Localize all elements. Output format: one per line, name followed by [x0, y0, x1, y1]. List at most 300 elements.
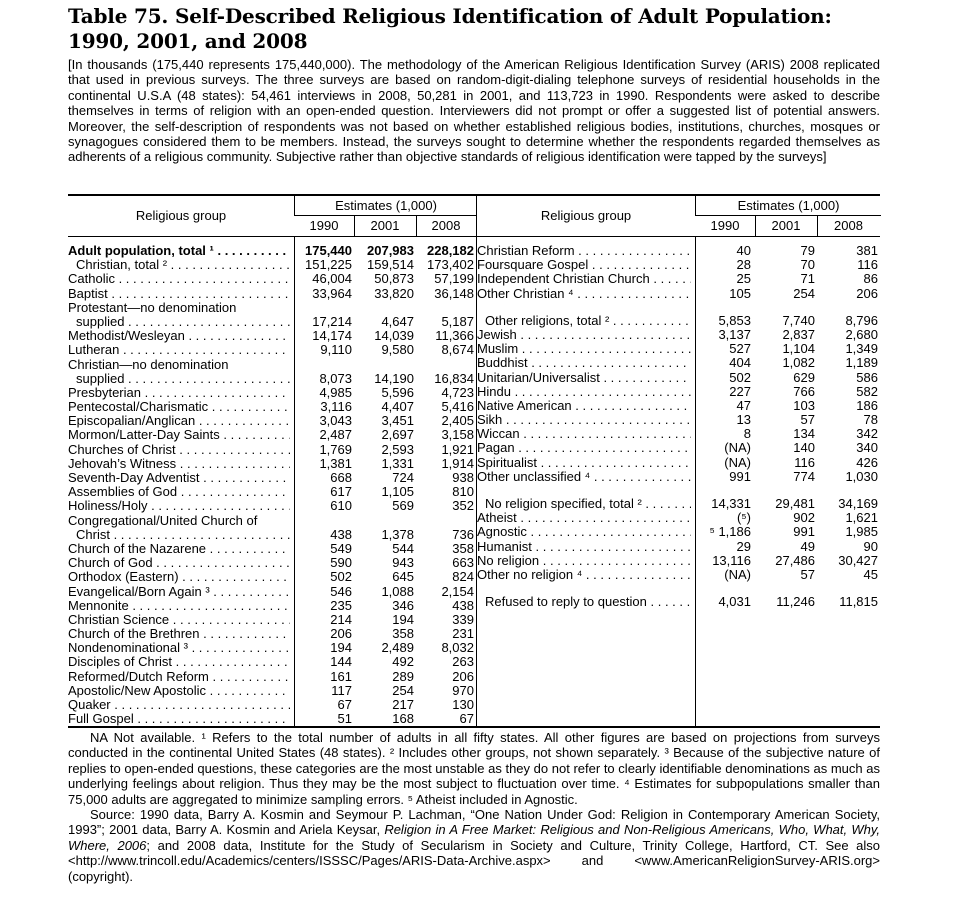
- headnote: [In thousands (175,440 represents 175,440,000). The methodology of the American Religious Identification Survey (ARIS) 2008 replicated that used in previous surveys. The three surveys are based on random-digit-dialing telephone surveys of residential households in the continental U.S.A (48 states): 54,461 interviews in 2008, 50,281 in 2001, and 113,723 in 1990. Respondents were asked to describe themselves in terms of religion with an open-ended question. Interviewers did not prompt or offer a suggested list of potential answers. Moreover, the self-description of respondents was not based on whether established religious bodies, institutions, churches, mosques or synagogues considered them to be members. Instead, the surveys sought to determine whether the respondents regarded themselves as adherents of a religious community. Subjective rather than objective standards of religious identification were tapped by the surveys]: [68, 57, 880, 165]
- row-label: Nondenominational ³ . . .: [68, 641, 290, 655]
- table-left-half: [68, 196, 477, 726]
- row-label: Assemblies of God . . .: [68, 485, 290, 499]
- cell-2008: 11,815: [839, 594, 878, 610]
- row-label: Church of the Brethren . . .: [68, 627, 290, 641]
- cell-2008: 824: [452, 569, 474, 585]
- cell-1990: 3,137: [718, 326, 751, 342]
- footnote-text: NA Not available. ¹ Refers to the total number of adults in all fifty states. All other figures are based on projections from surveys conducted in the continental United States (48 states). ² Includes other groups, not shown separately. ³ Because of the subjective nature of replies to open-ended questions, these categories are the most unstable as they do not refer to clearly identifiable denominations as much as underlying feelings about religion. Thus they may be the most subject to fluctuation over time. ⁴ Estimates for subpopulations smaller than 75,000 adults are aggregated to minimize sampling errors. ⁵ Atheist included in Agnostic.: [68, 730, 880, 807]
- cell-1990: 404: [729, 355, 751, 371]
- cell-2008: 663: [452, 555, 474, 571]
- cell-1990: 668: [330, 470, 352, 485]
- cell-2008: 339: [452, 611, 474, 627]
- cell-2001: 116: [794, 454, 815, 470]
- row-label: Christ . . .: [76, 528, 290, 542]
- cell-2008: 586: [856, 369, 878, 385]
- cell-2008: 1,349: [845, 341, 878, 357]
- cell-2008: 970: [452, 682, 474, 698]
- row-label: Evangelical/Born Again ³ . . .: [68, 585, 290, 599]
- row-label: Hindu . . .: [477, 385, 691, 399]
- cell-2001: 724: [392, 470, 414, 485]
- table-row: [477, 328, 880, 342]
- cell-2001: 2,697: [381, 427, 414, 443]
- table-row: [68, 570, 476, 584]
- religious-group-header: Religious group: [540, 208, 632, 223]
- row-label: Sikh . . .: [477, 413, 691, 427]
- cell-2001: 2,593: [381, 441, 414, 457]
- cell-2001: 1,082: [782, 355, 815, 371]
- cell-2001: 5,596: [381, 384, 414, 400]
- table-row: [68, 499, 476, 513]
- cell-2001: 3,451: [381, 413, 414, 429]
- row-label: Baptist . . .: [68, 287, 290, 301]
- row-label: Foursquare Gospel . . .: [477, 258, 691, 272]
- cell-1990: 4,985: [319, 384, 352, 400]
- cell-1990: 590: [330, 555, 352, 571]
- cell-2008: 206: [452, 668, 474, 684]
- cell-2008: 1,985: [845, 524, 878, 540]
- cell-1990: 546: [330, 583, 352, 599]
- cell-2008: 2,405: [441, 413, 474, 429]
- cell-2001: 629: [793, 369, 815, 385]
- cell-1990: 527: [729, 341, 751, 357]
- row-label: Protestant—no denomination: [68, 300, 237, 315]
- cell-2001: 29,481: [775, 496, 815, 511]
- table-row: [477, 385, 880, 399]
- table-row: [68, 599, 476, 613]
- cell-2008: 340: [856, 440, 878, 456]
- cell-2008: 1,914: [441, 455, 474, 471]
- table-row: [68, 343, 476, 357]
- row-label: Atheist . . .: [477, 511, 691, 525]
- cell-1990: 28: [736, 257, 751, 273]
- cell-1990: 151,225: [305, 257, 352, 273]
- cell-2008: 231: [452, 626, 474, 642]
- row-label: Presbyterian . . .: [68, 386, 290, 400]
- year-header-2008: 2008: [834, 218, 863, 233]
- data-table: [68, 194, 880, 728]
- year-header-1990: 1990: [309, 218, 339, 233]
- cell-1990: 1,381: [319, 455, 352, 471]
- row-label: Other unclassified ⁴ . . .: [477, 470, 691, 484]
- cell-2001: 159,514: [367, 257, 414, 273]
- cell-1990: 3,116: [320, 399, 352, 415]
- cell-2001: 9,580: [381, 342, 414, 358]
- table-row: [477, 554, 880, 568]
- cell-2008: 1,189: [845, 355, 878, 371]
- cell-1990: 617: [330, 484, 352, 500]
- cell-2001: 4,407: [381, 399, 414, 415]
- cell-2008: 1,921: [441, 441, 474, 457]
- row-label: Mormon/Latter-Day Saints . . .: [68, 428, 290, 442]
- table-row: [477, 371, 880, 385]
- table-row: [68, 443, 476, 457]
- row-label: Pentecostal/Charismatic . . .: [68, 400, 290, 414]
- row-label: Disciples of Christ . . .: [68, 655, 290, 669]
- table-row: [477, 314, 880, 328]
- cell-2008: 11,366: [435, 328, 474, 344]
- cell-1990: 991: [729, 468, 751, 484]
- cell-2001: 1,105: [381, 484, 414, 500]
- row-label: Reformed/Dutch Reform . . .: [68, 670, 290, 684]
- cell-1990: 144: [330, 654, 352, 670]
- cell-2008: 582: [856, 383, 878, 399]
- row-label: Adult population, total ¹ . . .: [68, 244, 290, 258]
- cell-1990: 25: [736, 271, 751, 287]
- footnotes: [68, 730, 880, 884]
- cell-2001: 774: [793, 468, 815, 484]
- cell-2008: 90: [863, 538, 878, 554]
- cell-2008: 342: [856, 426, 878, 442]
- cell-2001: 902: [793, 510, 815, 526]
- table-row: [477, 456, 880, 470]
- cell-2001: 2,489: [381, 640, 414, 656]
- table-row: [477, 244, 880, 258]
- table-row: [477, 595, 880, 609]
- cell-2001: 544: [392, 540, 414, 556]
- row-label: Christian—no denomination: [68, 357, 229, 372]
- table-row: [68, 514, 476, 528]
- cell-2008: 4,723: [441, 384, 474, 400]
- row-label: Buddhist . . .: [477, 356, 691, 370]
- cell-1990: ⁵ 1,186: [709, 524, 751, 540]
- cell-1990: 610: [330, 498, 352, 514]
- cell-1990: 2,487: [319, 427, 352, 443]
- cell-2008: 3,158: [441, 427, 474, 443]
- cell-2008: 36,148: [434, 285, 474, 301]
- cell-2001: 1,378: [381, 526, 414, 542]
- cell-1990: 47: [736, 397, 751, 413]
- table-row: [68, 329, 476, 343]
- table-row: [477, 258, 880, 272]
- row-label: Other Christian ⁴ . . .: [477, 287, 691, 301]
- table-row: [477, 540, 880, 554]
- cell-1990: 33,964: [312, 285, 352, 301]
- cell-1990: (⁵): [736, 510, 751, 526]
- row-label: Jehovah’s Witness . . .: [68, 457, 290, 471]
- cell-1990: 51: [337, 711, 352, 727]
- cell-1990: 227: [729, 383, 751, 399]
- cell-2008: 352: [452, 498, 474, 514]
- cell-2008: 206: [856, 285, 878, 301]
- cell-2001: 766: [793, 383, 815, 399]
- source-part: Source: 1990 data, Barry A. Kosmin and Seymour P. Lachman, “One Nation Under God: Religion in Contemporary American Society, 1993”; 2001 data, Barry A. Kosmin and Ariela Keysar,: [68, 807, 880, 838]
- cell-1990: 438: [330, 526, 352, 542]
- cell-2001: 103: [793, 397, 815, 413]
- table-row: [68, 528, 476, 542]
- cell-2008: 30,427: [838, 552, 878, 568]
- cell-2001: 70: [800, 257, 815, 273]
- cell-2001: 1,104: [782, 341, 815, 357]
- table-row: [68, 613, 476, 627]
- row-label: Christian, total ² . . .: [76, 258, 290, 272]
- cell-2001: 358: [392, 626, 414, 642]
- cell-2008: 5,416: [441, 399, 474, 415]
- table-row: [68, 272, 476, 286]
- cell-2001: 569: [392, 498, 414, 514]
- cell-2001: 27,486: [775, 552, 815, 568]
- cell-2001: 254: [793, 285, 815, 301]
- table-row: [68, 471, 476, 485]
- table-body-left: [68, 244, 476, 726]
- cell-2001: 168: [392, 711, 414, 727]
- table-row: [68, 585, 476, 599]
- cell-2001: 4,647: [381, 313, 414, 329]
- row-label: Methodist/Wesleyan . . .: [68, 329, 290, 343]
- table-row: [68, 655, 476, 669]
- cell-2001: 254: [392, 682, 414, 698]
- cell-2001: 49: [800, 538, 815, 554]
- cell-2008: 173,402: [427, 257, 474, 273]
- cell-2008: 2,154: [441, 583, 474, 599]
- row-label: Episcopalian/Anglican . . .: [68, 414, 290, 428]
- row-label: Spiritualist . . .: [477, 456, 691, 470]
- cell-2008: 228,182: [427, 243, 474, 258]
- row-label: Church of the Nazarene . . .: [68, 542, 290, 556]
- cell-1990: 46,004: [312, 271, 352, 287]
- row-label: Seventh-Day Adventist . . .: [68, 471, 290, 485]
- row-label: Jewish . . .: [477, 328, 691, 342]
- row-label: Pagan . . .: [477, 441, 691, 455]
- cell-2001: 217: [392, 697, 414, 712]
- cell-2008: 8,032: [441, 640, 474, 656]
- row-label: supplied . . .: [76, 372, 290, 386]
- table-row: [68, 258, 476, 272]
- cell-1990: (NA): [724, 566, 751, 582]
- cell-1990: 175,440: [305, 243, 352, 258]
- table-row: [477, 356, 880, 370]
- cell-2001: 14,039: [374, 328, 414, 344]
- cell-1990: 13,116: [712, 552, 751, 568]
- cell-2001: 289: [392, 668, 414, 684]
- document-page: [68, 4, 881, 884]
- table-row: [68, 301, 476, 315]
- cell-2001: 2,837: [782, 326, 815, 342]
- cell-2008: 263: [452, 654, 474, 670]
- cell-1990: 8,073: [319, 370, 352, 386]
- cell-1990: 14,174: [312, 328, 352, 344]
- cell-2001: 492: [392, 654, 414, 670]
- cell-2001: 71: [800, 271, 815, 287]
- cell-1990: 161: [330, 668, 352, 684]
- cell-1990: 105: [729, 285, 751, 301]
- row-label: Other religions, total ² . . .: [485, 314, 691, 328]
- row-label: supplied . . .: [76, 315, 290, 329]
- cell-1990: (NA): [724, 454, 751, 470]
- cell-1990: 235: [330, 597, 352, 613]
- cell-2001: 207,983: [367, 243, 414, 258]
- cell-2001: 33,820: [374, 285, 414, 301]
- cell-2001: 943: [392, 555, 414, 571]
- cell-2001: 11,246: [776, 594, 815, 610]
- row-label: Churches of Christ . . .: [68, 443, 290, 457]
- cell-1990: 549: [330, 540, 352, 556]
- table-title: Table 75. Self-Described Religious Identification of Adult Population: 1990, 2001, and 2008: [68, 4, 832, 53]
- table-row: [68, 627, 476, 641]
- cell-1990: 67: [337, 697, 352, 712]
- table-row: [477, 287, 880, 301]
- estimates-header: Estimates (1,000): [294, 196, 477, 216]
- cell-2008: 130: [452, 697, 474, 712]
- cell-2001: 50,873: [374, 271, 414, 287]
- cell-1990: 3,043: [319, 413, 352, 429]
- cell-2008: 358: [452, 540, 474, 556]
- cell-2008: 57,199: [434, 271, 474, 287]
- table-row: [68, 556, 476, 570]
- row-label: Humanist . . .: [477, 540, 691, 554]
- estimates-header: Estimates (1,000): [695, 196, 881, 216]
- cell-1990: (NA): [724, 440, 751, 456]
- table-row: [477, 399, 880, 413]
- cell-2008: 67: [459, 711, 474, 727]
- cell-2008: 8,796: [845, 312, 878, 328]
- table-row: [68, 641, 476, 655]
- cell-2008: 1,030: [845, 468, 878, 484]
- table-row: [477, 470, 880, 484]
- table-row: [68, 542, 476, 556]
- source-title: Religion in A Free Market: Religious and Non-Religious Americans, Who, What, Why, Where, 2006: [68, 822, 881, 853]
- cell-2001: 134: [793, 426, 815, 442]
- cell-1990: 502: [330, 569, 352, 585]
- cell-1990: 206: [330, 626, 352, 642]
- cell-2008: 116: [857, 257, 878, 273]
- cell-2001: 1,088: [381, 583, 414, 599]
- row-label: Native American . . .: [477, 399, 691, 413]
- cell-2008: 426: [856, 454, 878, 470]
- table-row: [68, 386, 476, 400]
- cell-2008: 438: [452, 597, 474, 613]
- cell-2001: 140: [793, 440, 815, 456]
- cell-2008: 86: [863, 271, 878, 287]
- table-row: [68, 244, 476, 258]
- table-row: [68, 315, 476, 329]
- source-note: [68, 807, 880, 884]
- table-header-left: [68, 196, 476, 237]
- year-header-2008: 2008: [431, 218, 461, 233]
- row-label: Muslim . . .: [477, 342, 691, 356]
- cell-1990: 17,214: [312, 313, 352, 329]
- table-row: [68, 428, 476, 442]
- cell-2001: 645: [392, 569, 414, 585]
- cell-2008: 8,674: [441, 342, 474, 358]
- table-row: [68, 670, 476, 684]
- cell-1990: 29: [736, 538, 751, 554]
- religious-group-header: Religious group: [135, 208, 227, 223]
- table-row: [68, 698, 476, 712]
- table-row: [68, 287, 476, 301]
- row-label: Congregational/United Church of: [68, 513, 258, 528]
- cell-2001: 14,190: [374, 370, 414, 386]
- cell-2008: 2,680: [845, 326, 878, 342]
- table-row: [477, 568, 880, 582]
- cell-2001: 57: [800, 566, 815, 582]
- table-row: [477, 497, 880, 511]
- cell-2008: 16,834: [434, 370, 474, 386]
- row-label: Apostolic/New Apostolic . . .: [68, 684, 290, 698]
- cell-2008: 810: [452, 484, 474, 500]
- cell-1990: 194: [330, 640, 352, 656]
- row-label: Lutheran . . .: [68, 343, 290, 357]
- cell-1990: 1,769: [319, 441, 352, 457]
- cell-2008: 186: [856, 397, 878, 413]
- cell-2008: 34,169: [838, 496, 878, 511]
- table-body-right: [477, 244, 880, 609]
- cell-2008: 78: [863, 412, 878, 428]
- table-row: [477, 441, 880, 455]
- cell-1990: 4,031: [718, 594, 751, 610]
- row-label: Mennonite . . .: [68, 599, 290, 613]
- cell-2001: 79: [800, 243, 815, 258]
- row-label: Quaker . . .: [68, 698, 290, 712]
- cell-2008: 381: [856, 243, 878, 258]
- row-label: Holiness/Holy . . .: [68, 499, 290, 513]
- cell-2001: 346: [392, 597, 414, 613]
- cell-1990: 5,853: [718, 312, 751, 328]
- table-row: [68, 712, 476, 726]
- cell-1990: 14,331: [711, 496, 751, 511]
- row-label: Christian Reform . . .: [477, 244, 691, 258]
- cell-2001: 194: [392, 611, 414, 627]
- table-row: [68, 457, 476, 471]
- row-label: Refused to reply to question . . .: [485, 595, 691, 609]
- year-header-2001: 2001: [771, 218, 801, 233]
- cell-1990: 9,110: [320, 342, 352, 358]
- table-row: [68, 372, 476, 386]
- year-header-2001: 2001: [370, 218, 400, 233]
- row-label: Orthodox (Eastern) . . .: [68, 570, 290, 584]
- year-header-1990: 1990: [710, 218, 740, 233]
- cell-2001: 991: [793, 524, 815, 540]
- table-row: [68, 485, 476, 499]
- cell-1990: 502: [729, 369, 751, 385]
- table-right-half: [477, 196, 880, 726]
- row-label: Unitarian/Universalist . . .: [477, 371, 691, 385]
- cell-2008: 5,187: [441, 313, 474, 329]
- cell-1990: 117: [331, 682, 352, 698]
- row-label: Catholic . . .: [68, 272, 290, 286]
- row-label: Full Gospel . . .: [68, 712, 290, 726]
- cell-1990: 8: [743, 426, 751, 442]
- table-row: [477, 342, 880, 356]
- table-row: [477, 272, 880, 286]
- cell-2001: 7,740: [782, 312, 815, 328]
- cell-2001: 57: [800, 412, 815, 428]
- table-header-right: [477, 196, 880, 237]
- table-row: [477, 511, 880, 525]
- cell-1990: 40: [736, 243, 751, 258]
- table-row: [477, 427, 880, 441]
- source-part: ; and 2008 data, Institute for the Study of Secularism in Society and Culture, Trinity College, Hartford, CT. See also <http://www.trincoll.edu/Academics/centers/ISSSC/Pages/ARIS-Data-Archive.aspx> and <www.AmericanReligionSurvey-ARIS.org> (copyright).: [68, 837, 880, 884]
- row-label: No religion . . .: [477, 554, 691, 568]
- row-label: Christian Science . . .: [68, 613, 290, 627]
- row-label: Church of God . . .: [68, 556, 290, 570]
- cell-2001: 1,331: [381, 455, 414, 471]
- row-label: Wiccan . . .: [477, 427, 691, 441]
- table-row: [477, 525, 880, 539]
- cell-2008: 736: [452, 526, 474, 542]
- table-row: [68, 414, 476, 428]
- cell-1990: 13: [736, 412, 751, 428]
- cell-2008: 45: [863, 566, 878, 582]
- table-row: [68, 684, 476, 698]
- row-label: Independent Christian Church . . .: [477, 272, 691, 286]
- table-row: [68, 400, 476, 414]
- row-label: Agnostic . . .: [477, 525, 691, 539]
- row-label: Other no religion ⁴ . . .: [477, 568, 691, 582]
- table-row: [477, 413, 880, 427]
- cell-2008: 1,621: [845, 510, 878, 526]
- table-row: [68, 358, 476, 372]
- row-label: No religion specified, total ² . . .: [485, 497, 691, 511]
